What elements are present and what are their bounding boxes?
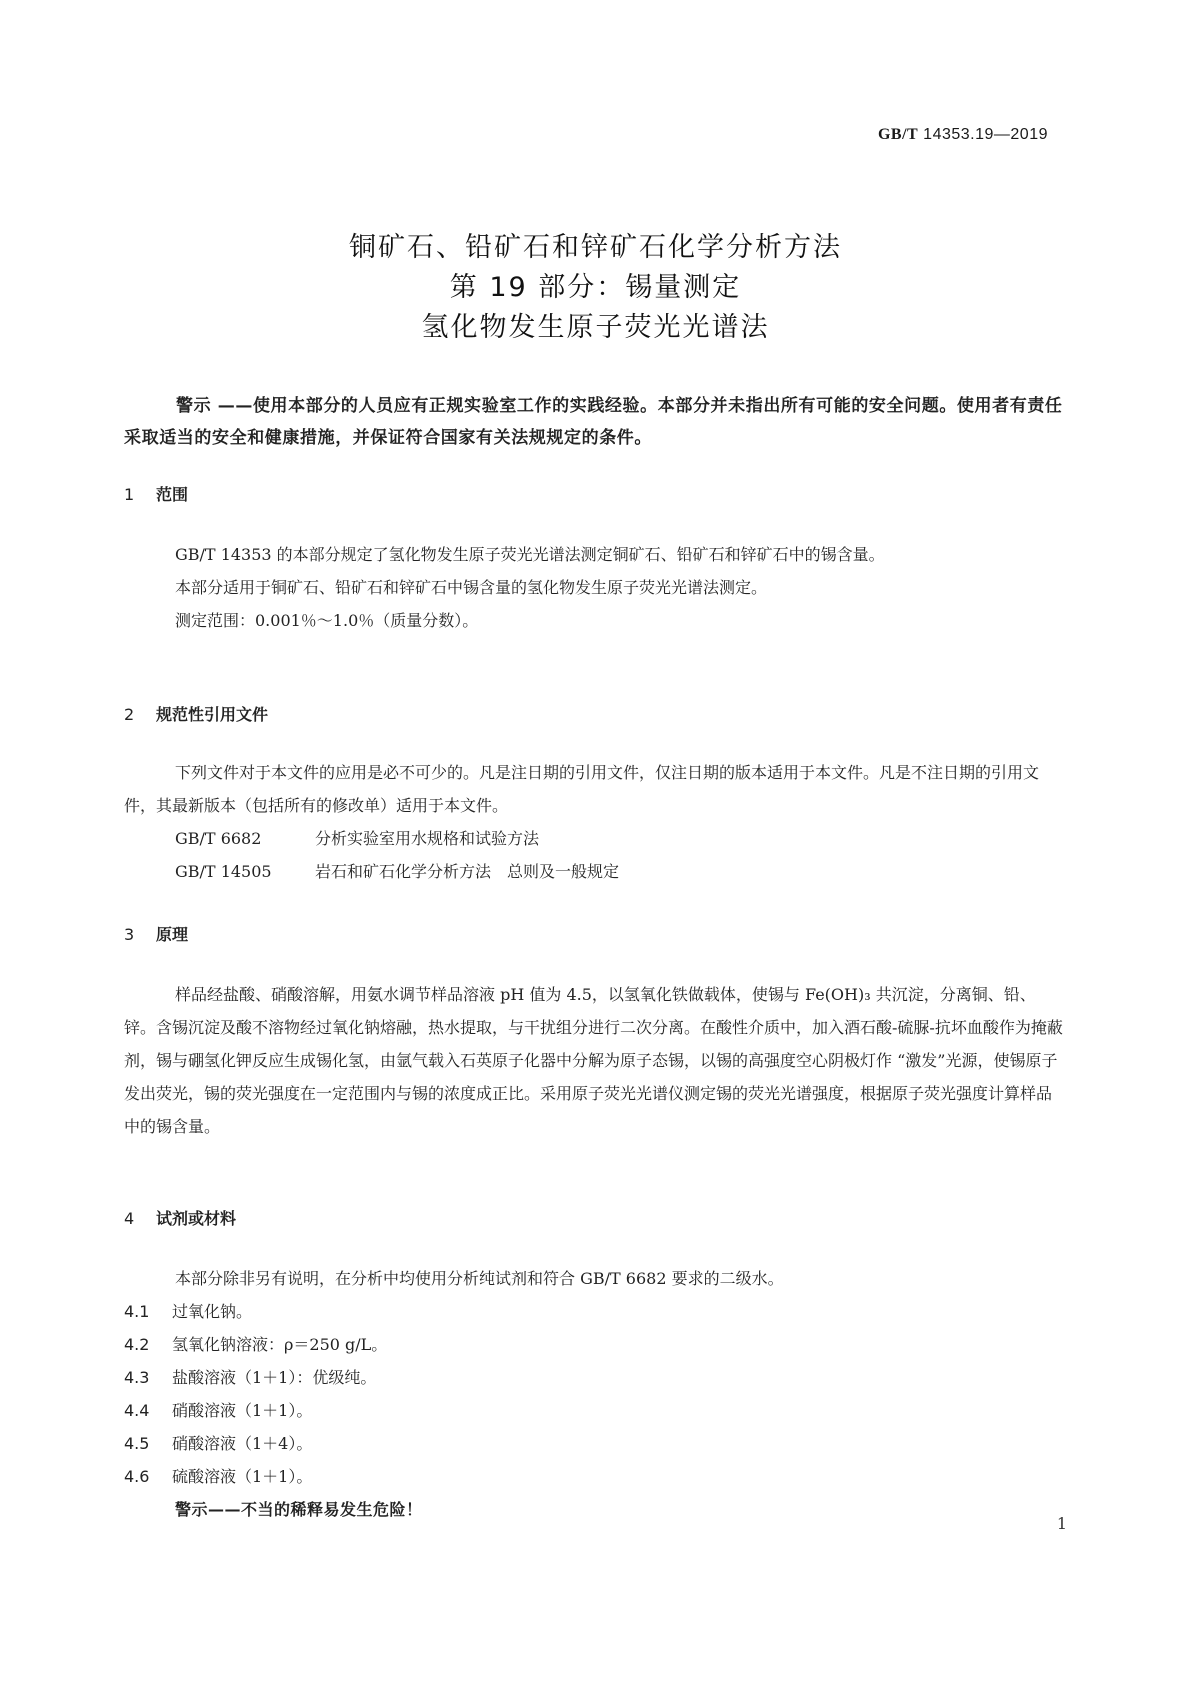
item-text: 氢氧化钠溶液：ρ＝250 g/L。	[172, 1335, 388, 1354]
paragraph: 本部分适用于铜矿石、铅矿石和锌矿石中锡含量的氢化物发生原子荧光光谱法测定。	[175, 578, 768, 597]
section-2-heading	[124, 702, 268, 725]
item-number: 4.2	[124, 1335, 150, 1354]
item-number: 4.6	[124, 1467, 150, 1486]
section-3-heading	[124, 922, 188, 945]
section-4-body	[124, 1262, 1066, 1526]
item-text: 盐酸溶液（1＋1）：优级纯。	[172, 1368, 377, 1387]
section-number: 3	[124, 925, 135, 944]
list-item	[124, 1295, 1066, 1328]
title-line-3: 氢化物发生原子荧光光谱法	[421, 312, 770, 343]
section-number: 4	[124, 1209, 135, 1228]
reference-title: 岩石和矿石化学分析方法 总则及一般规定	[315, 862, 620, 881]
item-number: 4.3	[124, 1368, 150, 1387]
section-1-heading	[124, 482, 188, 505]
normative-reference	[124, 822, 1066, 855]
title-line-2: 第 19 部分：锡量测定	[449, 272, 742, 303]
reference-title: 分析实验室用水规格和试验方法	[315, 829, 540, 848]
standard-code	[878, 126, 1048, 144]
paragraph: 本部分除非另有说明，在分析中均使用分析纯试剂和符合 GB/T 6682 要求的二级水。	[175, 1269, 784, 1288]
item-text: 硝酸溶液（1＋1）。	[172, 1401, 313, 1420]
list-item	[124, 1361, 1066, 1394]
item-text: 硫酸溶液（1＋1）。	[172, 1467, 313, 1486]
normative-reference	[124, 855, 1066, 888]
paragraph: GB/T 14353 的本部分规定了氢化物发生原子荧光光谱法测定铜矿石、铅矿石和锌矿石中的锡含量。	[175, 545, 885, 564]
section-title: 试剂或材料	[156, 1209, 237, 1228]
page-number: 1	[1056, 1514, 1067, 1533]
title-line-1: 铜矿石、铅矿石和锌矿石化学分析方法	[349, 232, 842, 263]
section-title: 原理	[156, 925, 189, 944]
list-item	[124, 1427, 1066, 1460]
section-title: 范围	[156, 485, 189, 504]
list-item	[124, 1460, 1066, 1493]
item-number: 4.1	[124, 1302, 150, 1321]
paragraph: 下列文件对于本文件的应用是必不可少的。凡是注日期的引用文件，仅注日期的版本适用于本文件。凡是不注日期的引用文件，其最新版本（包括所有的修改单）适用于本文件。	[124, 763, 1040, 815]
standard-prefix: GB/T	[877, 126, 919, 143]
list-item	[124, 1328, 1066, 1361]
section-3-body	[124, 978, 1066, 1143]
safety-warning: 警示 ——使用本部分的人员应有正规实验室工作的实践经验。本部分并未指出所有可能的安全问题。使用者有责任采取适当的安全和健康措施，并保证符合国家有关法规规定的条件。	[124, 396, 1063, 448]
item-text: 硝酸溶液（1＋4）。	[172, 1434, 313, 1453]
section-2-body	[124, 756, 1066, 888]
item-number: 4.4	[124, 1401, 150, 1420]
section-4-heading	[124, 1206, 236, 1229]
list-item	[124, 1394, 1066, 1427]
reference-code: GB/T 14505	[175, 862, 272, 881]
section-number: 1	[124, 485, 135, 504]
paragraph: 测定范围：0.001％～1.0％（质量分数）。	[175, 611, 479, 630]
paragraph: 样品经盐酸、硝酸溶解，用氨水调节样品溶液 pH 值为 4.5，以氢氧化铁做载体，使锡与 Fe(OH)₃ 共沉淀，分离铜、铅、锌。含锡沉淀及酸不溶物经过氧化钠熔融，热水提取，与干扰组分进行二次分离。在酸性介质中，加入酒石酸-硫脲-抗坏血酸作为掩蔽剂，锡与硼氢化钾反应生成锡化氢，由氩气载入石英原子化器中分解为原子态锡，以锡的高强度空心阴极灯作 “激发”光源，使锡原子发出荧光，锡的荧光强度在一定范围内与锡的浓度成正比。采用原子荧光光谱仪测定锡的荧光光谱强度，根据原子荧光强度计算样品中的锡含量。	[124, 985, 1063, 1136]
item-text: 过氧化钠。	[172, 1302, 253, 1321]
dilution-warning: 警示——不当的稀释易发生危险！	[175, 1500, 423, 1519]
item-number: 4.5	[124, 1434, 150, 1453]
standard-number: 14353.19—2019	[923, 126, 1048, 143]
section-number: 2	[124, 705, 135, 724]
document-title	[0, 228, 1191, 348]
section-title: 规范性引用文件	[156, 705, 269, 724]
section-1-body	[124, 538, 1066, 637]
reference-code: GB/T 6682	[175, 829, 262, 848]
